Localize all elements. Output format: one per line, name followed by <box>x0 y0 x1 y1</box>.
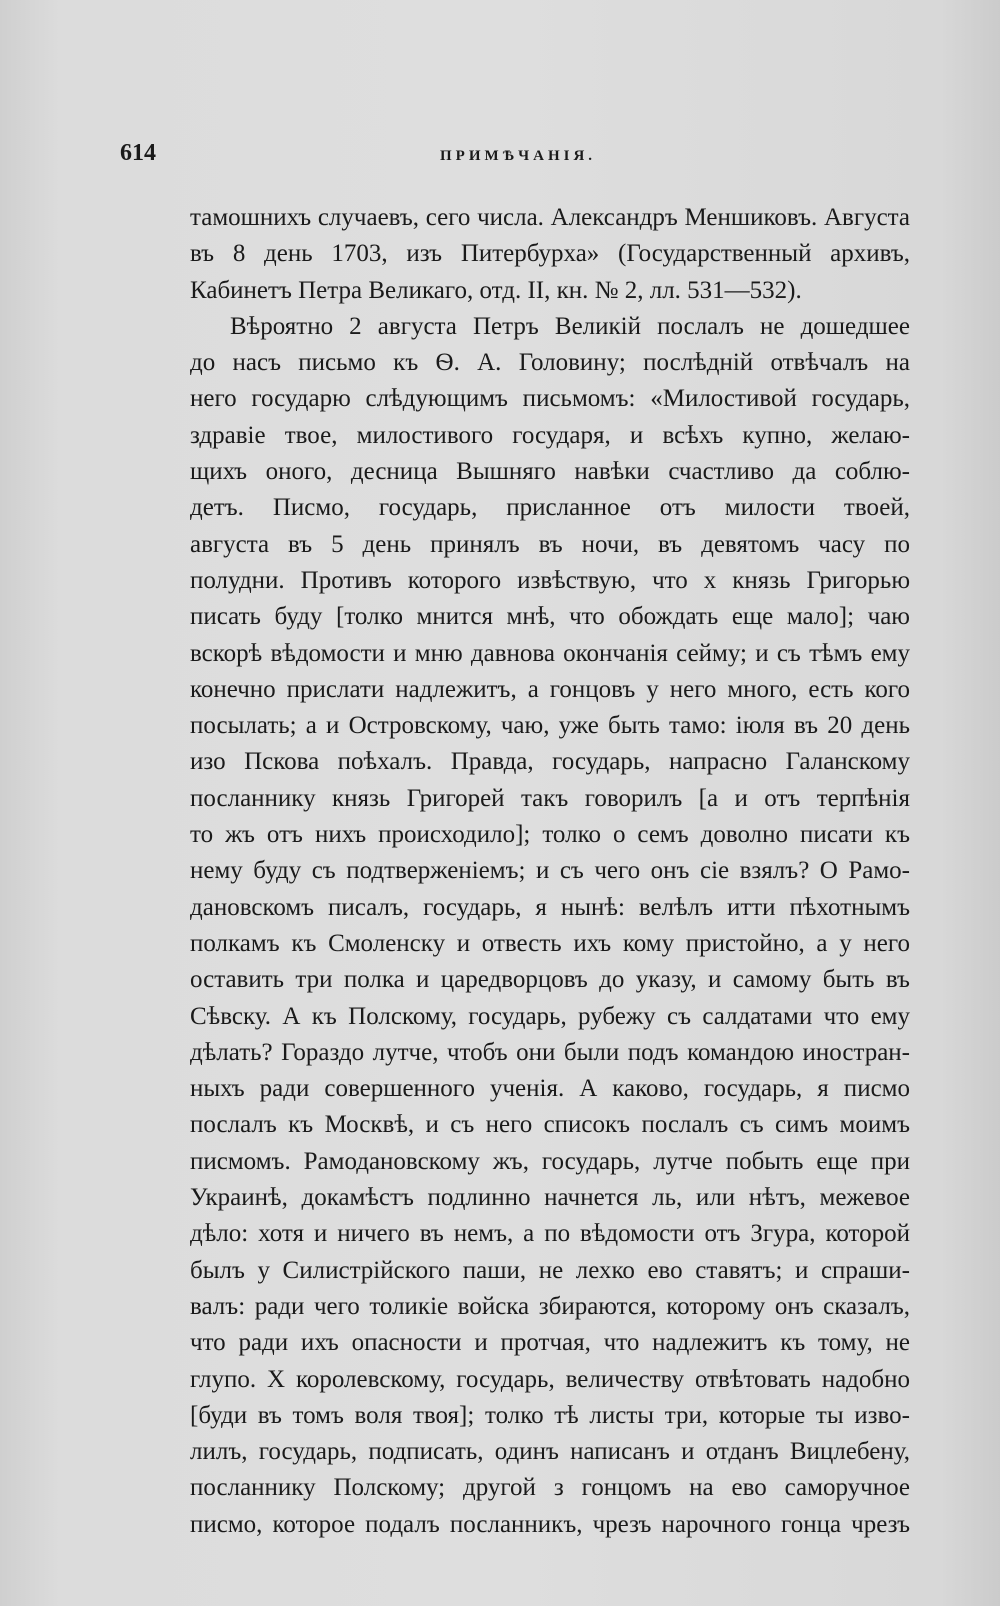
text-line: полудни. Противъ которого извѣствую, что х князь Григорью <box>190 566 910 594</box>
text-line: тамошнихъ случаевъ, сего числа. Александръ Меншиковъ. Августа <box>190 204 910 231</box>
body-text <box>190 200 910 1543</box>
text-line: писмомъ. Рамодановскому жъ, государь, лутче побыть еще при <box>190 1147 910 1175</box>
text-line: вскорѣ вѣдомости и мню давнова окончанія сейму; и съ тѣмъ ему <box>190 639 910 667</box>
text-line: посланнику князь Григорей такъ говорилъ [а и отъ терпѣнія <box>190 784 910 812</box>
text-line: въ 8 день 1703, изъ Питербурха» (Государственный архивъ, <box>190 240 910 268</box>
text-line: до насъ письмо къ Ѳ. А. Головину; послѣдній отвѣчалъ на <box>190 349 910 377</box>
page-header <box>120 140 910 180</box>
paragraph-1 <box>190 200 910 309</box>
text-line: Украинѣ, докамѣстъ подлинно начнется ль, или нѣтъ, межевое <box>190 1184 910 1212</box>
text-line: детъ. Писмо, государь, присланное отъ милости твоей, <box>190 494 910 522</box>
paragraph-2 <box>190 309 910 1543</box>
text-line: писмо, которое подалъ посланникъ, чрезъ нарочного гонца чрезъ <box>190 1510 910 1538</box>
text-line: писать буду [толко мнится мнѣ, что обождать еще мало]; чаю <box>190 603 910 631</box>
text-line: что ради ихъ опасности и протчая, что надлежитъ къ тому, не <box>190 1329 910 1357</box>
text-line: ныхъ ради совершенного ученія. А каково, государь, я писмо <box>190 1075 910 1103</box>
text-line: Кабинетъ Петра Великаго, отд. II, кн. № 2, лл. 531—532). <box>190 276 802 304</box>
text-line: Сѣвску. А къ Полскому, государь, рубежу съ салдатами что ему <box>190 1002 910 1030</box>
text-line: дѣло: хотя и ничего въ немъ, а по вѣдомости отъ Згура, которой <box>190 1220 910 1248</box>
text-line: щихъ оного, десница Вышняго навѣки счастливо да соблю- <box>190 458 910 486</box>
text-line: лилъ, государь, подписать, одинъ написанъ и отданъ Вицлебену, <box>190 1438 910 1466</box>
text-line: послалъ къ Москвѣ, и съ него списокъ послалъ съ симъ моимъ <box>190 1111 910 1139</box>
text-line: августа въ 5 день принялъ въ ночи, въ девятомъ часу по <box>190 530 910 558</box>
text-line: дановскомъ писалъ, государь, я нынѣ: велѣлъ итти пѣхотнымъ <box>190 893 910 921</box>
text-line: полкамъ къ Смоленску и отвесть ихъ кому пристойно, а у него <box>190 929 910 957</box>
text-line: глупо. Х королевскому, государь, величеству отвѣтовать надобно <box>190 1365 910 1393</box>
text-line: дѣлать? Гораздо лутче, чтобъ они были подъ командою иностран- <box>190 1038 910 1066</box>
page-number: 614 <box>120 140 156 166</box>
text-line: то жъ отъ нихъ происходило]; толко о семъ доволно писати къ <box>190 821 910 849</box>
text-line: него государю слѣдующимъ письмомъ: «Милостивой государь, <box>190 385 910 413</box>
text-line: былъ у Силистрійского паши, не лехко ево ставятъ; и спраши- <box>190 1256 910 1284</box>
text-line: изо Пскова поѣхалъ. Правда, государь, напрасно Галанскому <box>190 748 910 776</box>
text-line: посланнику Полскому; другой з гонцомъ на ево саморучное <box>190 1474 910 1502</box>
text-line: здравіе твое, милостивого государя, и всѣхъ купно, желаю- <box>190 421 910 449</box>
text-line: конечно прислати надлежитъ, а гонцовъ у него много, есть кого <box>190 675 910 703</box>
text-line: [буди въ томъ воля твоя]; толко тѣ листы три, которые ты изво- <box>190 1401 910 1429</box>
text-line: оставить три полка и царедворцовъ до указу, и самому быть въ <box>190 966 910 994</box>
text-line: нему буду съ подтверженіемъ; и съ чего онъ сіе взялъ? О Рамо- <box>190 857 910 885</box>
running-title: ПРИМѢЧАНІЯ. <box>440 148 597 164</box>
text-line: Вѣроятно 2 августа Петръ Великій послалъ не дошедшее <box>230 312 910 340</box>
text-line: посылать; а и Островскому, чаю, уже быть тамо: іюля въ 20 день <box>190 712 910 740</box>
text-line: валъ: ради чего толикіе войска збираются, которому онъ сказалъ, <box>190 1292 910 1320</box>
